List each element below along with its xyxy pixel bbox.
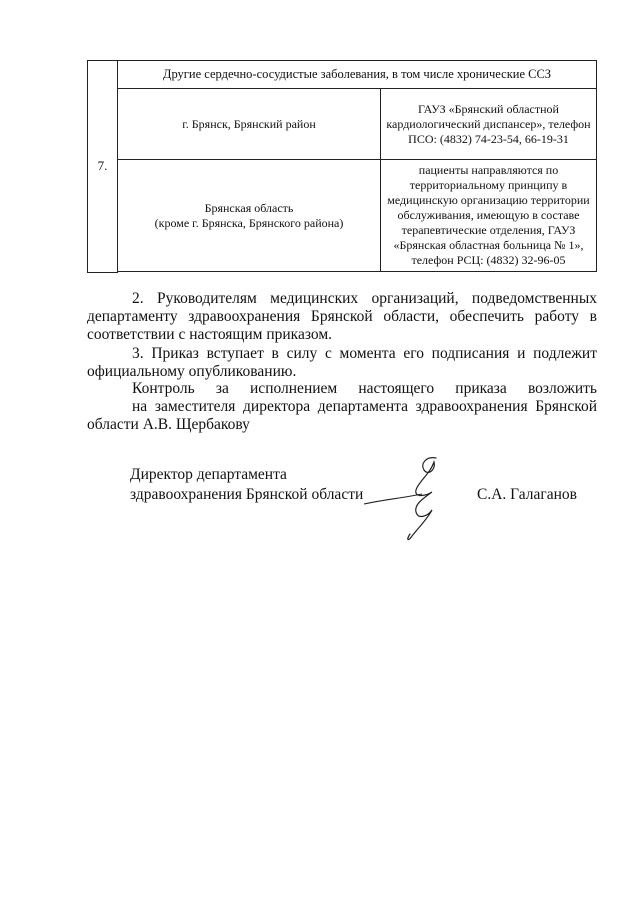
territory-line: (кроме г. Брянска, Брянского района) <box>154 215 344 230</box>
table-row <box>88 160 597 272</box>
territory-line: Брянская область <box>204 200 294 215</box>
word: за <box>215 380 229 397</box>
word: настоящего <box>358 380 435 397</box>
institution-cell: ГАУЗ «Брянский областной кардиологический диспансер», телефон ПСО: (4832) 74-23-54, 66-19-31 <box>381 89 597 160</box>
paragraph-3: 3. Приказ вступает в силу с момента его подписания и подлежит официальному опубликованию. <box>87 345 597 380</box>
handwritten-signature <box>362 452 454 544</box>
referral-table <box>87 60 597 273</box>
territory-cell: г. Брянск, Брянский район <box>118 89 381 160</box>
section-header: Другие сердечно-сосудистые заболевания, в том числе хронические ССЗ <box>118 61 597 89</box>
row-number: 7. <box>88 61 118 273</box>
signatory-title <box>130 465 363 505</box>
table-section-row <box>88 61 597 89</box>
institution-cell: пациенты направляются по территориальному принципу в медицинскую организацию территории обслуживания, имеющую в составе терапевтические отделения, ГАУЗ «Брянская областная больница № 1», телефон РСЦ: (4832) 32-96-05 <box>381 160 597 272</box>
signatory-name: С.А. Галаганов <box>477 486 577 503</box>
signatory-title-line: Директор департамента <box>130 466 287 483</box>
signatory-title-line: здравоохранения Брянской области <box>130 486 364 503</box>
territory-cell <box>118 160 381 272</box>
paragraph-4-first-line <box>87 380 597 398</box>
word: возложить <box>527 380 597 397</box>
word: исполнением <box>250 380 338 397</box>
paragraph-4 <box>87 380 597 434</box>
paragraph-4-rest: на заместителя директора департамента здравоохранения Брянской области А.В. Щербакову <box>87 398 597 433</box>
word: приказа <box>455 380 507 397</box>
table-row <box>88 89 597 160</box>
word: Контроль <box>132 380 195 397</box>
paragraph-2: 2. Руководителям медицинских организаций, подведомственных департаменту здравоохранения Брянской области, обеспечить работу в соответствии с настоящим приказом. <box>87 290 597 343</box>
